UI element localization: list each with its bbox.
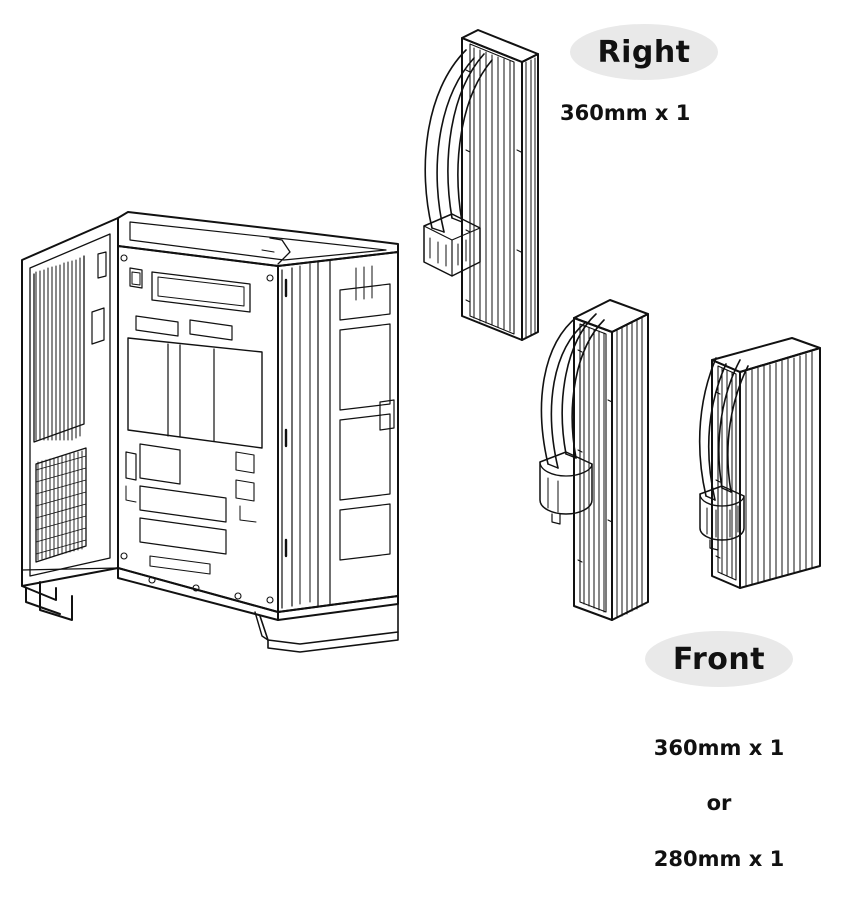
spec-front-line2: 280mm x 1: [653, 846, 785, 871]
radiator-360-right: [424, 30, 538, 340]
spec-front-line1: 360mm x 1: [653, 735, 785, 760]
label-front-text: Front: [672, 641, 766, 677]
spec-front: [634, 707, 804, 901]
spec-right: 360mm x 1: [560, 101, 691, 125]
pc-chassis-outline: [22, 212, 398, 652]
radiator-360-front: [540, 300, 648, 620]
label-front-pill: [645, 631, 793, 687]
label-right-text: Right: [597, 34, 691, 70]
label-right-pill: [570, 24, 718, 80]
spec-front-or: or: [706, 791, 732, 816]
radiator-280-front: [700, 338, 820, 588]
